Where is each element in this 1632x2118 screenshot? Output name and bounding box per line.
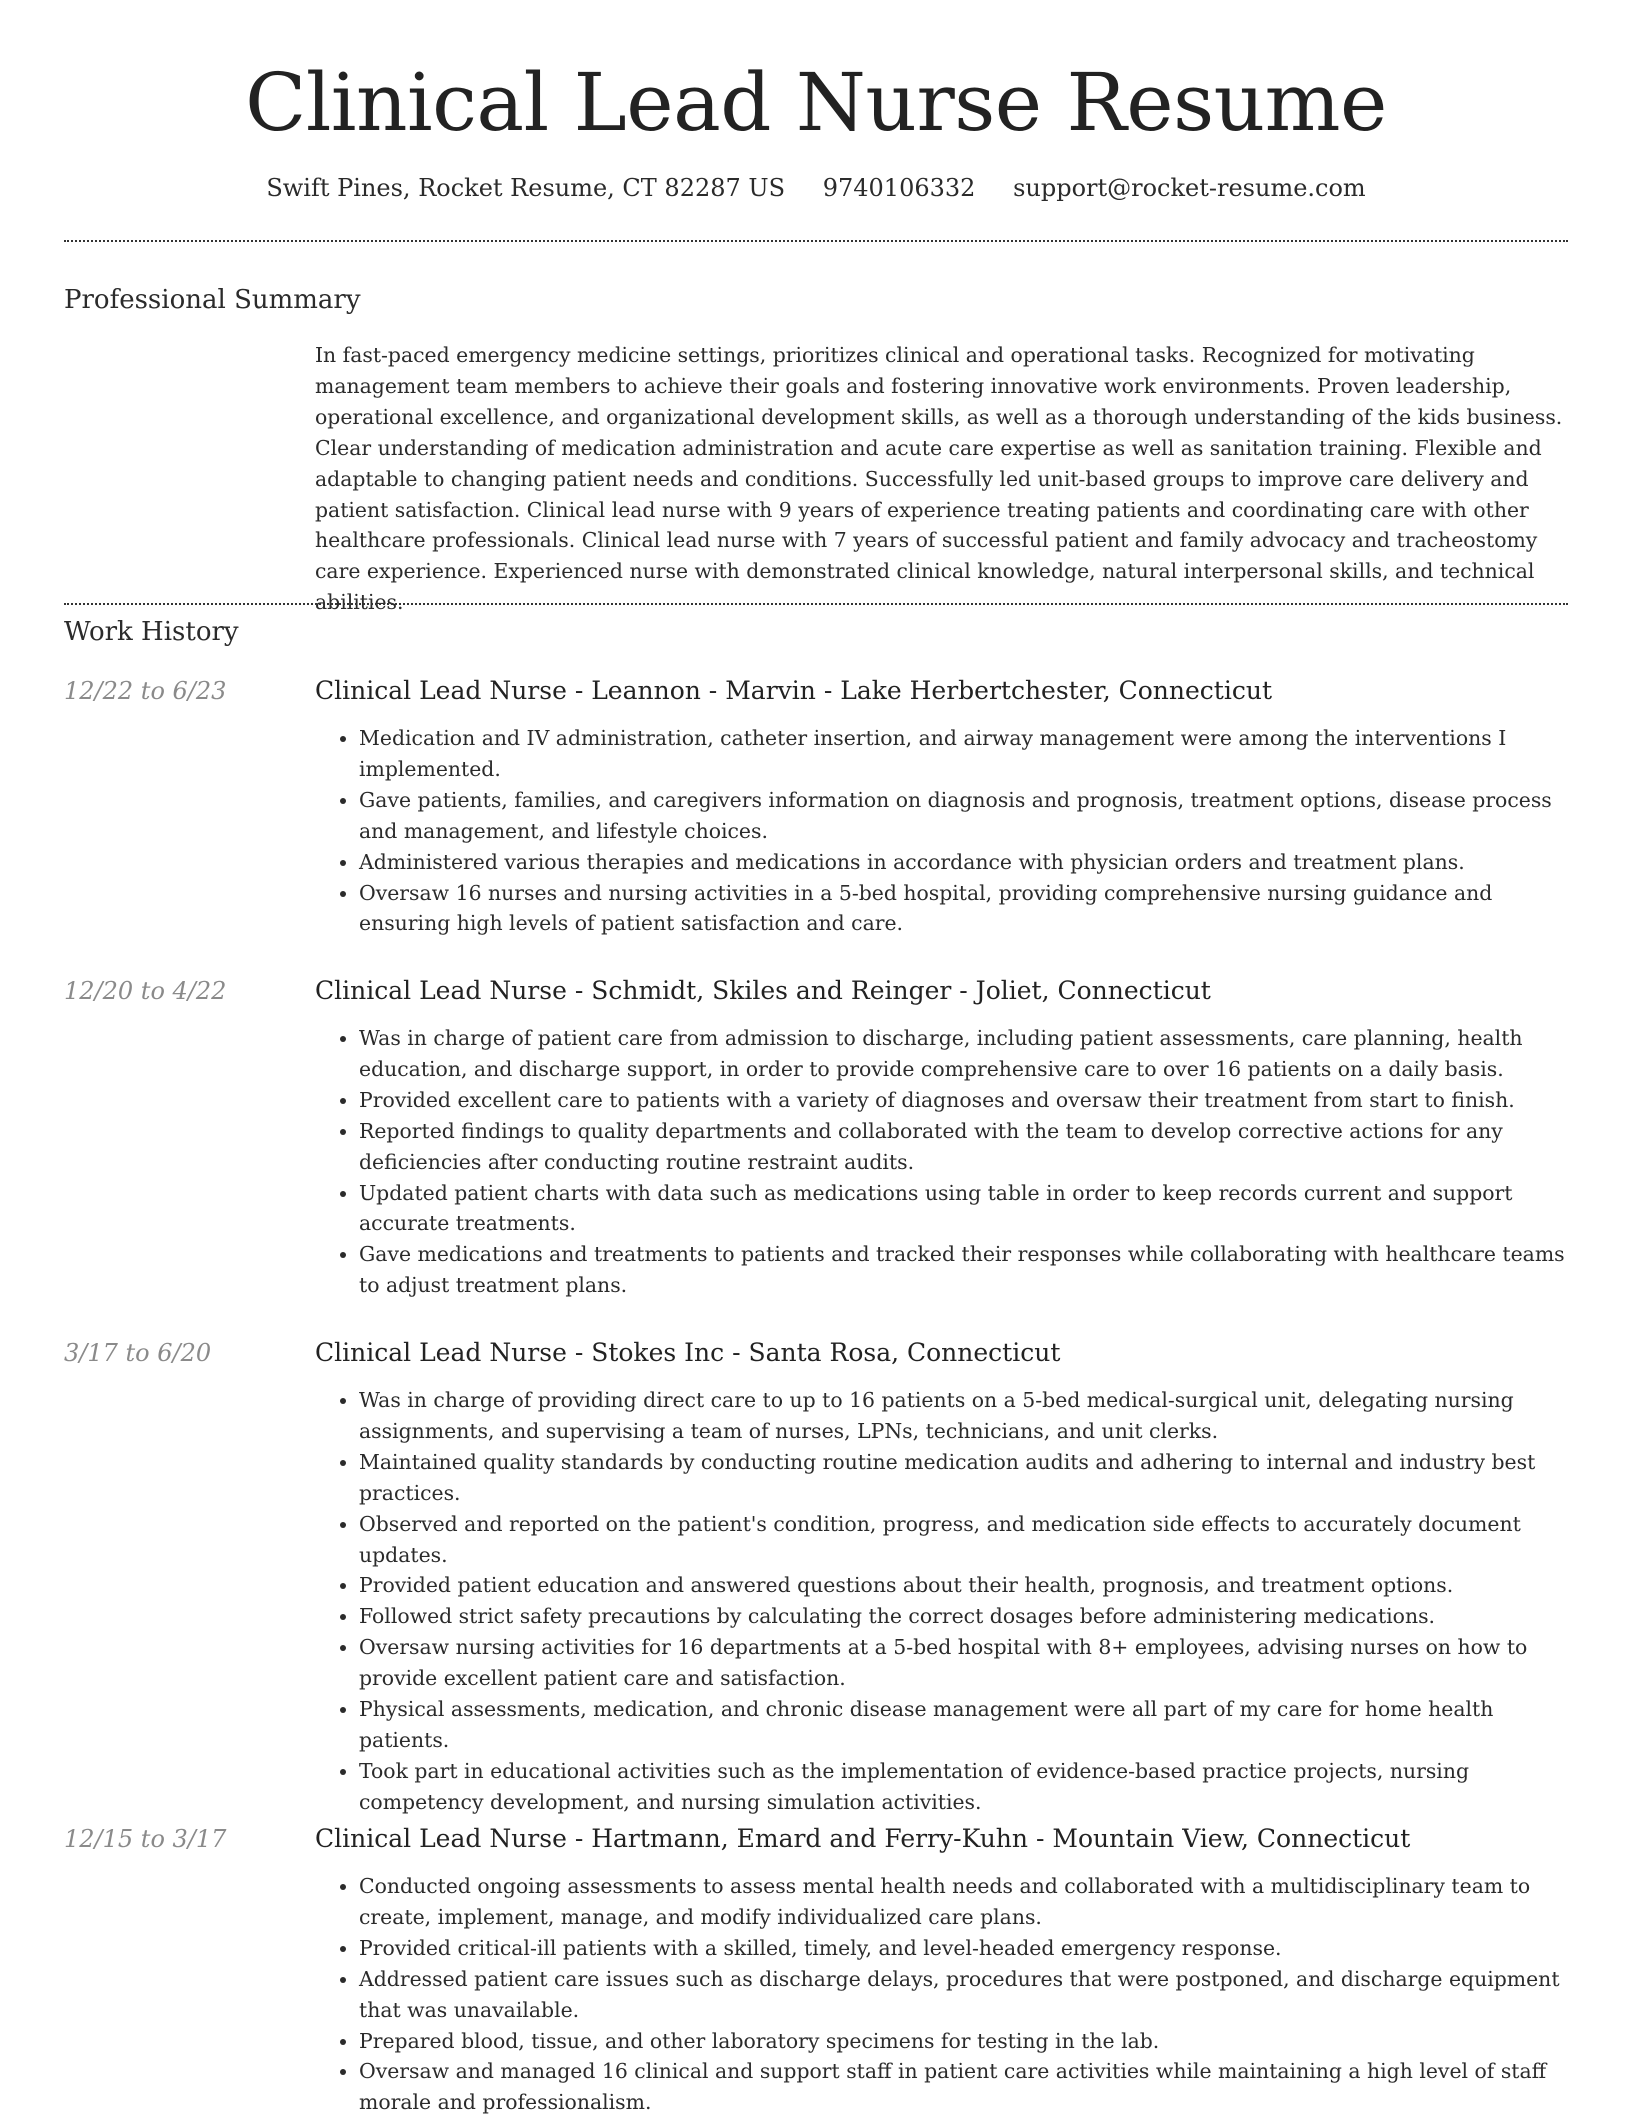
job-title: Clinical Lead Nurse - Hartmann, Emard and Ferry-Kuhn - Mountain View, Connecticut <box>315 1824 1411 1853</box>
contact-address: Swift Pines, Rocket Resume, CT 82287 US <box>266 174 786 202</box>
job-bullets <box>315 723 1568 939</box>
job-dates: 12/15 to 3/17 <box>64 1825 227 1853</box>
job-bullet: • Oversaw 16 nurses and nursing activities in a 5-bed hospital, providing comprehensive nursing guidance and ensuring high levels of patient satisfaction and care. <box>359 878 1568 940</box>
job-bullet: • Took part in educational activities such as the implementation of evidence-based practice projects, nursing competency development, and nursing simulation activities. <box>359 1756 1568 1818</box>
job-bullet: • Observed and reported on the patient's condition, progress, and medication side effects to accurately document updates. <box>359 1509 1568 1571</box>
job-bullet: • Prepared blood, tissue, and other laboratory specimens for testing in the lab. <box>359 2026 1568 2057</box>
job-bullet: • Gave medications and treatments to patients and tracked their responses while collaborating with healthcare teams to adjust treatment plans. <box>359 1239 1568 1301</box>
job-title: Clinical Lead Nurse - Schmidt, Skiles and Reinger - Joliet, Connecticut <box>315 976 1211 1005</box>
job-bullet: • Gave patients, families, and caregivers information on diagnosis and prognosis, treatment options, disease process and management, and lifestyle choices. <box>359 785 1568 847</box>
job-bullet: • Updated patient charts with data such as medications using table in order to keep records current and support accurate treatments. <box>359 1178 1568 1240</box>
job-dates: 12/20 to 4/22 <box>64 977 227 1005</box>
contact-line <box>64 170 1568 206</box>
job-bullet: • Oversaw and managed 16 clinical and support staff in patient care activities while maintaining a high level of staff morale and professionalism. <box>359 2056 1568 2118</box>
job-bullet: • Physical assessments, medication, and chronic disease management were all part of my care for home health patients. <box>359 1694 1568 1756</box>
job-bullet: • Provided critical-ill patients with a skilled, timely, and level-headed emergency response. <box>359 1933 1568 1964</box>
summary-divider <box>64 603 1568 605</box>
work-history-heading: Work History <box>64 617 239 647</box>
job-bullet: • Administered various therapies and medications in accordance with physician orders and treatment plans. <box>359 847 1568 878</box>
job-bullet: • Reported findings to quality departments and collaborated with the team to develop corrective actions for any deficiencies after conducting routine restraint audits. <box>359 1116 1568 1178</box>
job-bullet: • Provided patient education and answered questions about their health, prognosis, and treatment options. <box>359 1570 1568 1601</box>
summary-heading: Professional Summary <box>64 285 361 315</box>
job-bullet: • Followed strict safety precautions by calculating the correct dosages before administering medications. <box>359 1601 1568 1632</box>
job-bullet: • Addressed patient care issues such as discharge delays, procedures that were postponed, and discharge equipment that was unavailable. <box>359 1964 1568 2026</box>
job-bullet: • Was in charge of providing direct care to up to 16 patients on a 5-bed medical-surgical unit, delegating nursing assignments, and supervising a team of nurses, LPNs, technicians, and unit clerks. <box>359 1385 1568 1447</box>
header-divider <box>64 240 1568 242</box>
job-bullet: • Conducted ongoing assessments to assess mental health needs and collaborated with a multidisciplinary team to create, implement, manage, and modify individualized care plans. <box>359 1871 1568 1933</box>
job-bullets <box>315 1023 1568 1301</box>
contact-email: support@rocket-resume.com <box>1013 174 1366 202</box>
job-bullet: • Maintained quality standards by conducting routine medication audits and adhering to internal and industry best practices. <box>359 1447 1568 1509</box>
resume-title: Clinical Lead Nurse Resume <box>245 56 1387 149</box>
job-dates: 3/17 to 6/20 <box>64 1339 212 1367</box>
job-bullet: • Provided excellent care to patients with a variety of diagnoses and oversaw their treatment from start to finish. <box>359 1085 1568 1116</box>
job-bullet: • Medication and IV administration, catheter insertion, and airway management were among the interventions I implemented. <box>359 723 1568 785</box>
contact-phone: 9740106332 <box>822 174 976 202</box>
job-title: Clinical Lead Nurse - Stokes Inc - Santa Rosa, Connecticut <box>315 1338 1061 1367</box>
job-bullet: • Oversaw nursing activities for 16 departments at a 5-bed hospital with 8+ employees, advising nurses on how to provide excellent patient care and satisfaction. <box>359 1632 1568 1694</box>
job-bullets <box>315 1385 1568 1818</box>
job-bullets <box>315 1871 1568 2118</box>
job-dates: 12/22 to 6/23 <box>64 677 227 705</box>
summary-text: In fast-paced emergency medicine settings, prioritizes clinical and operational tasks. Recognized for motivating management team members to achieve their goals and fostering innovative work environments. Proven leadership, operational excellence, and organizational development skills, as well as a thorough understanding of the kids business. Clear understanding of medication administration and acute care expertise as well as sanitation training. Flexible and adaptable to changing patient needs and conditions. Successfully led unit-based groups to improve care delivery and patient satisfaction. Clinical lead nurse with 9 years of experience treating patients and coordinating care with other healthcare professionals. Clinical lead nurse with 7 years of successful patient and family advocacy and tracheostomy care experience. Experienced nurse with demonstrated clinical knowledge, natural interpersonal skills, and technical abilities. <box>315 343 1563 615</box>
job-bullet: • Was in charge of patient care from admission to discharge, including patient assessments, care planning, health education, and discharge support, in order to provide comprehensive care to over 16 patients on a daily basis. <box>359 1023 1568 1085</box>
job-title: Clinical Lead Nurse - Leannon - Marvin - Lake Herbertchester, Connecticut <box>315 676 1272 705</box>
